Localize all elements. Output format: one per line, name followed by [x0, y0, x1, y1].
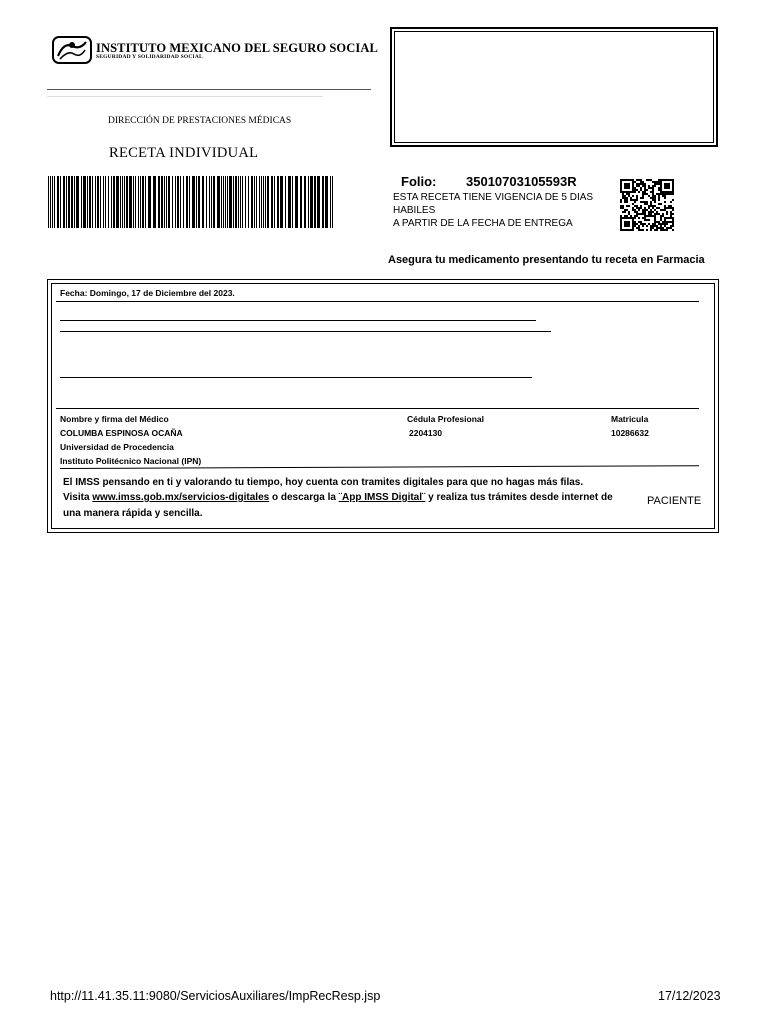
institution-name: INSTITUTO MEXICANO DEL SEGURO SOCIAL — [96, 41, 378, 55]
rule-line — [56, 408, 699, 409]
direccion-heading: DIRECCIÓN DE PRESTACIONES MÉDICAS — [108, 116, 292, 126]
vigencia-text: A PARTIR DE LA FECHA DE ENTREGA — [393, 218, 573, 229]
folio-label: Folio: — [401, 174, 437, 189]
barcode-icon — [48, 176, 334, 228]
folio-value: 35010703105593R — [466, 174, 577, 189]
vigencia-text: HABILES — [393, 205, 436, 216]
header-divider-light — [47, 96, 323, 97]
institution-subtitle: SEGURIDAD Y SOLIDARIDAD SOCIAL — [96, 54, 203, 60]
copy-label: PACIENTE — [647, 495, 702, 507]
matricula-value: 10286632 — [611, 428, 649, 438]
vigencia-text: ESTA RECETA TIENE VIGENCIA DE 5 DIAS — [393, 192, 594, 203]
cedula-value: 2204130 — [409, 428, 443, 438]
cedula-label: Cédula Profesional — [407, 414, 484, 424]
digital-services-message: una manera rápida y sencilla. — [63, 508, 203, 519]
imss-services-link[interactable]: www.imss.gob.mx/servicios-digitales — [92, 492, 270, 503]
message-text: y realiza tus trámites desde internet de — [425, 492, 613, 503]
digital-services-message — [63, 492, 613, 503]
print-date: 17/12/2023 — [658, 989, 721, 1003]
university-label: Universidad de Procedencia — [60, 442, 174, 452]
prescription-date: Fecha: Domingo, 17 de Diciembre del 2023. — [60, 288, 235, 298]
rule-line — [60, 320, 536, 321]
doctor-label: Nombre y firma del Médico — [60, 414, 169, 424]
university-value: Instituto Politécnico Nacional (IPN) — [60, 456, 202, 466]
qr-code-icon — [620, 179, 674, 231]
rule-line — [60, 377, 532, 378]
digital-services-message: El IMSS pensando en ti y valorando tu tiempo, hoy cuenta con tramites digitales para que no hagas más filas. — [63, 477, 584, 488]
message-text: o descarga la — [269, 492, 339, 503]
message-text: Visita — [63, 492, 93, 503]
app-imss-digital-link[interactable]: ¨App IMSS Digital¨ — [338, 492, 426, 503]
doctor-name: COLUMBA ESPINOSA OCAÑA — [60, 428, 183, 438]
document-title: RECETA INDIVIDUAL — [109, 145, 259, 161]
rule-line — [56, 301, 699, 302]
matricula-label: Matricula — [611, 414, 649, 424]
page-url: http://11.41.35.11:9080/ServiciosAuxiliares/ImpRecResp.jsp — [50, 989, 381, 1003]
stamp-box — [390, 27, 718, 147]
pharmacy-notice: Asegura tu medicamento presentando tu receta en Farmacia — [388, 254, 705, 266]
imss-logo-icon — [52, 36, 92, 64]
rule-line — [60, 331, 551, 332]
header-divider — [47, 89, 371, 90]
